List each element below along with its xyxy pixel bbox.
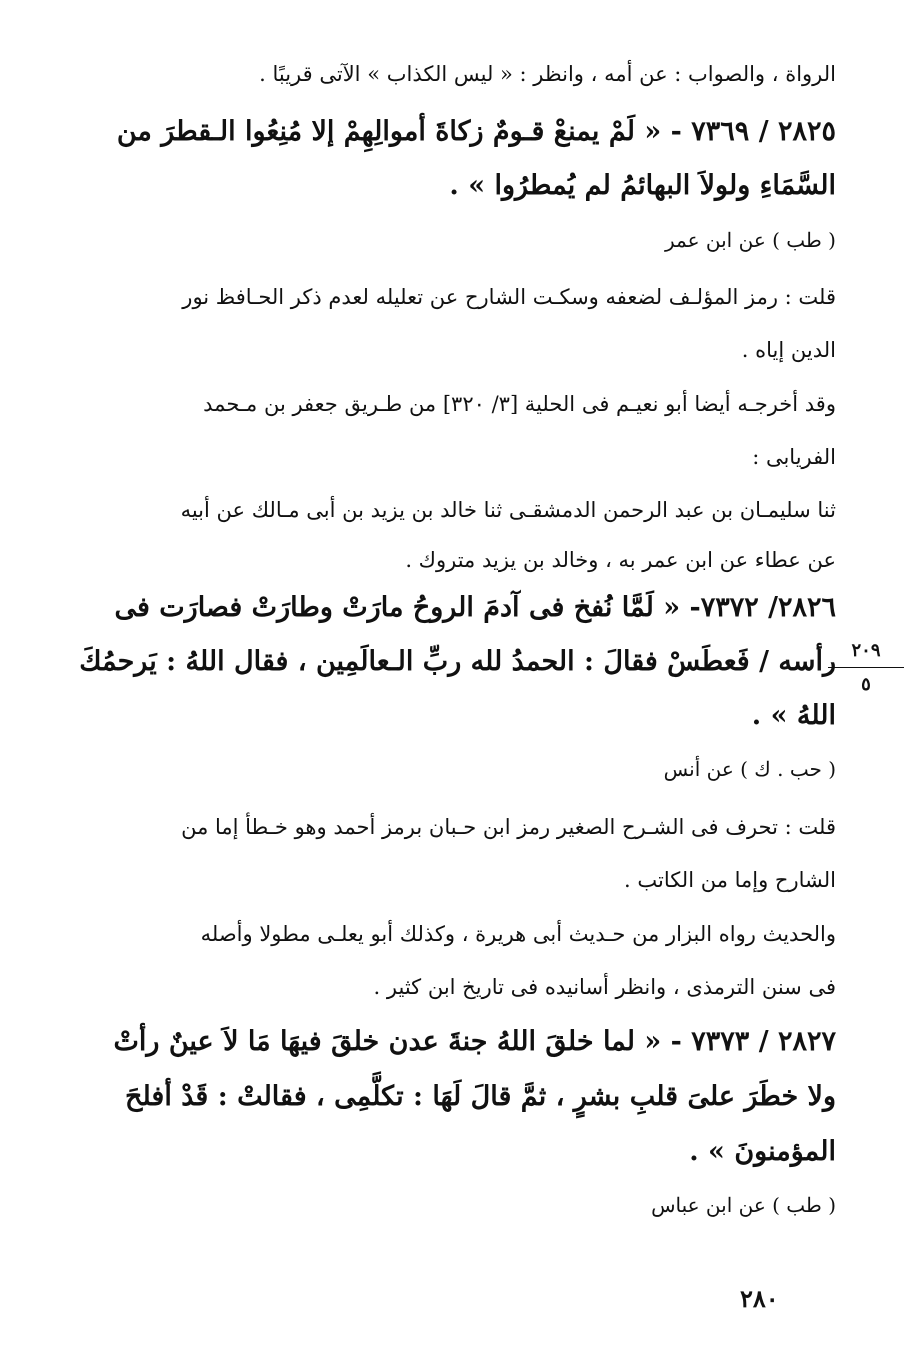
comment-line-8: الشارح وإما من الكاتب . — [624, 868, 836, 892]
hadith-2826-line-3: اللهُ » . — [751, 700, 836, 731]
hadith-2825-line-2: السَّمَاءِ ولولاَ البهائمُ لم يُمطرُوا » . — [449, 170, 836, 201]
margin-reference — [828, 640, 904, 695]
hadith-2827-line-1: ٢٨٢٧ / ٧٣٧٣ - « لما خلقَ اللهُ جنةَ عدن خلقَ فيهَا مَا لاَ عينٌ رأتْ — [113, 1026, 836, 1057]
comment-line-7: قلت : تحرف فى الشـرح الصغير رمز ابن حـبان برمز أحمد وهو خـطأ إما من — [181, 815, 836, 839]
comment-line-9: والحديث رواه البزار من حـديث أبى هريرة ، وكذلك أبو يعلـى مطولا وأصله — [200, 922, 836, 946]
comment-line-10: فى سنن الترمذى ، وانظر أسانيده فى تاريخ ابن كثير . — [373, 975, 836, 999]
comment-line-1: قلت : رمز المؤلـف لضعفه وسكـت الشارح عن تعليله لعدم ذكر الحـافظ نور — [182, 285, 836, 309]
comment-line-3: وقد أخرجـه أيضا أبو نعيـم فى الحلية [٣/ ٣٢٠] من طـريق جعفر بن مـحمد — [203, 392, 836, 416]
margin-reference-volume: ٢٠٩ — [828, 640, 904, 668]
source-citation-1: ( طب ) عن ابن عمر — [665, 228, 836, 252]
text-line-1: الرواة ، والصواب : عن أمه ، وانظر : « ليس الكذاب » الآتى قريبًا . — [259, 62, 836, 86]
hadith-2827-line-2: ولا خطَرَ علىَ قلبِ بشرٍ ، ثمَّ قالَ لَهَا : تكلَّمِى ، فقالتْ : قَدْ أفلحَ — [125, 1081, 836, 1112]
hadith-2825-line-1: ٢٨٢٥ / ٧٣٦٩ - « لَمْ يمنعْ قـومٌ زكاةَ أموالِهِمْ إلا مُنِعُوا الـقطرَ من — [116, 116, 836, 147]
page-number: ٢٨٠ — [740, 1284, 779, 1313]
source-citation-2: ( حب . ك ) عن أنس — [663, 757, 836, 781]
comment-line-5: ثنا سليمـان بن عبد الرحمن الدمشقـى ثنا خالد بن يزيد بن أبى مـالك عن أبيه — [180, 498, 836, 522]
source-citation-3: ( طب ) عن ابن عباس — [651, 1193, 836, 1217]
hadith-2826-line-1: ٢٨٢٦/ ٧٣٧٢- « لَمَّا نُفخ فى آدمَ الروحُ مارَتْ وطارَتْ فصارَت فى — [114, 592, 836, 623]
comment-line-6: عن عطاء عن ابن عمر به ، وخالد بن يزيد متروك . — [405, 548, 836, 572]
margin-reference-page: ٥ — [861, 674, 871, 695]
comment-line-2: الدين إياه . — [741, 338, 836, 362]
hadith-2826-line-2: رأسه / فَعطَسْ فقالَ : الحمدُ لله ربِّ الـعالَمِين ، فقال اللهُ : يَرحمُكَ — [79, 646, 836, 677]
comment-line-4: الفريابى : — [752, 445, 836, 469]
hadith-2827-line-3: المؤمنونَ » . — [689, 1136, 836, 1167]
